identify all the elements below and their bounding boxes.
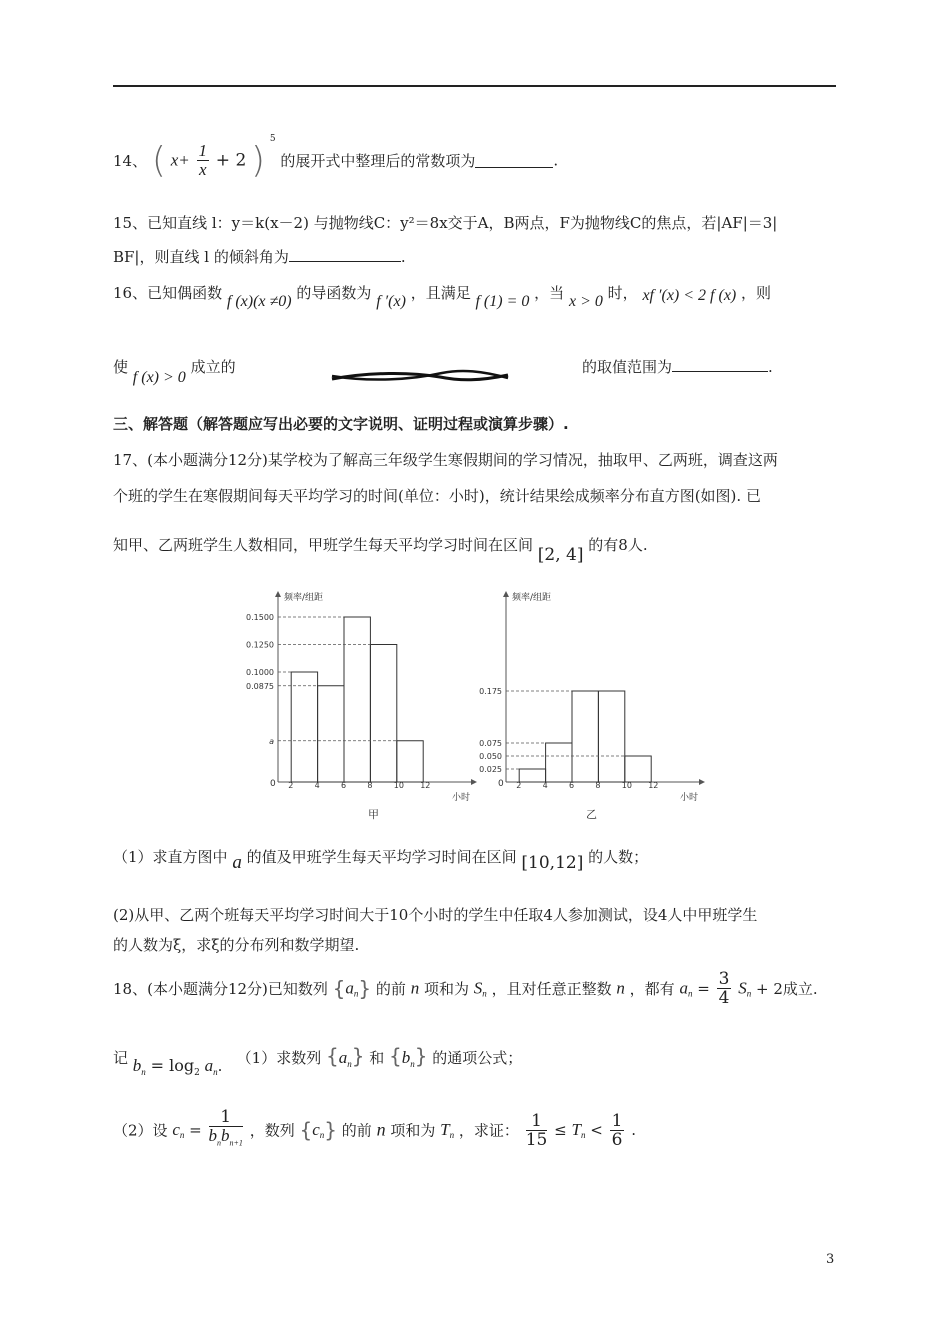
x-tick-label: 12 bbox=[648, 781, 659, 790]
page-number: 3 bbox=[826, 1252, 835, 1267]
histograms bbox=[240, 590, 710, 830]
question-16-line2-end: 的取值范围为 . bbox=[582, 358, 773, 376]
question-18-line3: （2）设 $c_n$ = $\frac{1}{b_nb_{n+1}}$ ，数列 $\{c_n\}$ 的前 n 项和为 $T_n$ ，求证： $\frac{1}{15}$ ≤ $T_n$ < $\frac{1}{6}$ . bbox=[113, 1107, 636, 1150]
histogram-bar bbox=[546, 743, 572, 782]
histogram-bar bbox=[397, 741, 423, 782]
y-tick-label: 0.050 bbox=[479, 752, 502, 761]
question-17-line3: 知甲、乙两班学生人数相同，甲班学生每天平均学习时间在区间 [2, 4] 的有8人. bbox=[113, 536, 648, 565]
x-axis-label: 小时 bbox=[452, 793, 471, 803]
histogram-bar bbox=[625, 756, 651, 782]
y-tick-label: 0.0875 bbox=[246, 681, 274, 691]
x-tick-label: 6 bbox=[569, 781, 575, 790]
question-17-part1: （1）求直方图中 a 的值及甲班学生每天平均学习时间在区间 [10,12] 的人数； bbox=[113, 848, 649, 873]
question-17-part2-line2: 的人数为ξ，求ξ的分布列和数学期望. bbox=[113, 936, 360, 954]
histogram-bar bbox=[318, 686, 344, 782]
histogram-bar bbox=[370, 645, 396, 783]
y-tick-label: 0.1000 bbox=[246, 668, 274, 677]
x-tick-label: 4 bbox=[314, 781, 320, 790]
y-tick-label: 0.1250 bbox=[246, 640, 274, 650]
x-tick-label: 2 bbox=[288, 781, 294, 790]
histogram-bar bbox=[344, 617, 370, 782]
answer-blank[interactable] bbox=[289, 247, 401, 262]
answer-blank[interactable] bbox=[672, 357, 768, 372]
x-tick-label: 10 bbox=[393, 781, 404, 790]
x-axis-label: 小时 bbox=[680, 793, 699, 803]
answer-blank[interactable] bbox=[475, 153, 553, 168]
question-18-line2: 记 $b_n = \log_2 a_n$. （1）求数列 $\{a_n\}$ 和 $\{b_n\}$ 的通项公式； bbox=[113, 1044, 523, 1078]
y-tick-label: a bbox=[269, 736, 274, 746]
histogram-bar bbox=[598, 691, 624, 782]
chart-title: 乙 bbox=[586, 808, 597, 821]
question-15-line1: 15、已知直线 l：y＝k(x－2) 与抛物线C：y²＝8x交于A，B两点，F为抛物线C的焦点，若|AF|＝3| bbox=[113, 214, 778, 232]
section-3-heading: 三、解答题（解答题应写出必要的文字说明、证明过程或演算步骤）. bbox=[113, 415, 569, 433]
x-tick-label: 8 bbox=[595, 781, 601, 790]
x-tick-label: 10 bbox=[621, 781, 632, 790]
histogram-bar bbox=[572, 691, 598, 782]
x-tick-label: 4 bbox=[542, 781, 548, 790]
question-15-line2: BF|，则直线 l 的倾斜角为 . bbox=[113, 248, 406, 266]
question-16-line2: 使 f (x) > 0 成立的 bbox=[113, 358, 236, 386]
x-tick-label: 12 bbox=[420, 781, 431, 790]
histogram-yi bbox=[479, 591, 702, 821]
question-17-line2: 个班的学生在寒假期间每天平均学习的时间(单位：小时)，统计结果绘成频率分布直方图(如图). 已 bbox=[113, 487, 761, 505]
header-rule bbox=[113, 85, 836, 87]
x-tick-label: 2 bbox=[516, 781, 522, 790]
chart-title: 甲 bbox=[368, 808, 379, 821]
question-18-line1: 18、(本小题满分12分)已知数列 $\{a_n\}$ 的前 n 项和为 $S_n$ ，且对任意正整数 n ，都有 $a_n$ = $\frac{3}{4}$ $S_n + 2$成立. bbox=[113, 969, 818, 1008]
y-tick-label: 0.1500 bbox=[246, 613, 274, 622]
origin-label: 0 bbox=[498, 779, 504, 789]
y-axis-label: 频率/组距 bbox=[284, 593, 324, 603]
y-tick-label: 0.025 bbox=[479, 765, 502, 774]
y-tick-label: 0.175 bbox=[479, 687, 502, 696]
y-axis-label: 频率/组距 bbox=[512, 593, 552, 603]
question-17-part2-line1: (2)从甲、乙两个班每天平均学习时间大于10个小时的学生中任取4人参加测试，设4人中甲班学生 bbox=[113, 906, 758, 924]
x-tick-label: 6 bbox=[341, 781, 347, 790]
question-14: 14、 ( x+ $\frac{1}{x}$ + 2 ) $^5$ 的展开式中整理后的常数项为 . bbox=[113, 134, 559, 181]
scribble-mark bbox=[330, 366, 510, 386]
y-tick-label: 0.075 bbox=[479, 739, 502, 748]
question-17-line1: 17、(本小题满分12分)某学校为了解高三年级学生寒假期间的学习情况，抽取甲、乙两班，调查这两 bbox=[113, 451, 778, 469]
histogram-bar bbox=[291, 672, 317, 782]
origin-label: 0 bbox=[270, 779, 276, 789]
histogram-jia bbox=[246, 591, 474, 821]
x-tick-label: 8 bbox=[367, 781, 373, 790]
question-16-line1: 16、已知偶函数 f (x)(x ≠0) 的导函数为 f ′(x) ，且满足 f (1) = 0 ，当 x > 0 时， xf ′(x) < 2 f (x) ，则 bbox=[113, 284, 772, 310]
